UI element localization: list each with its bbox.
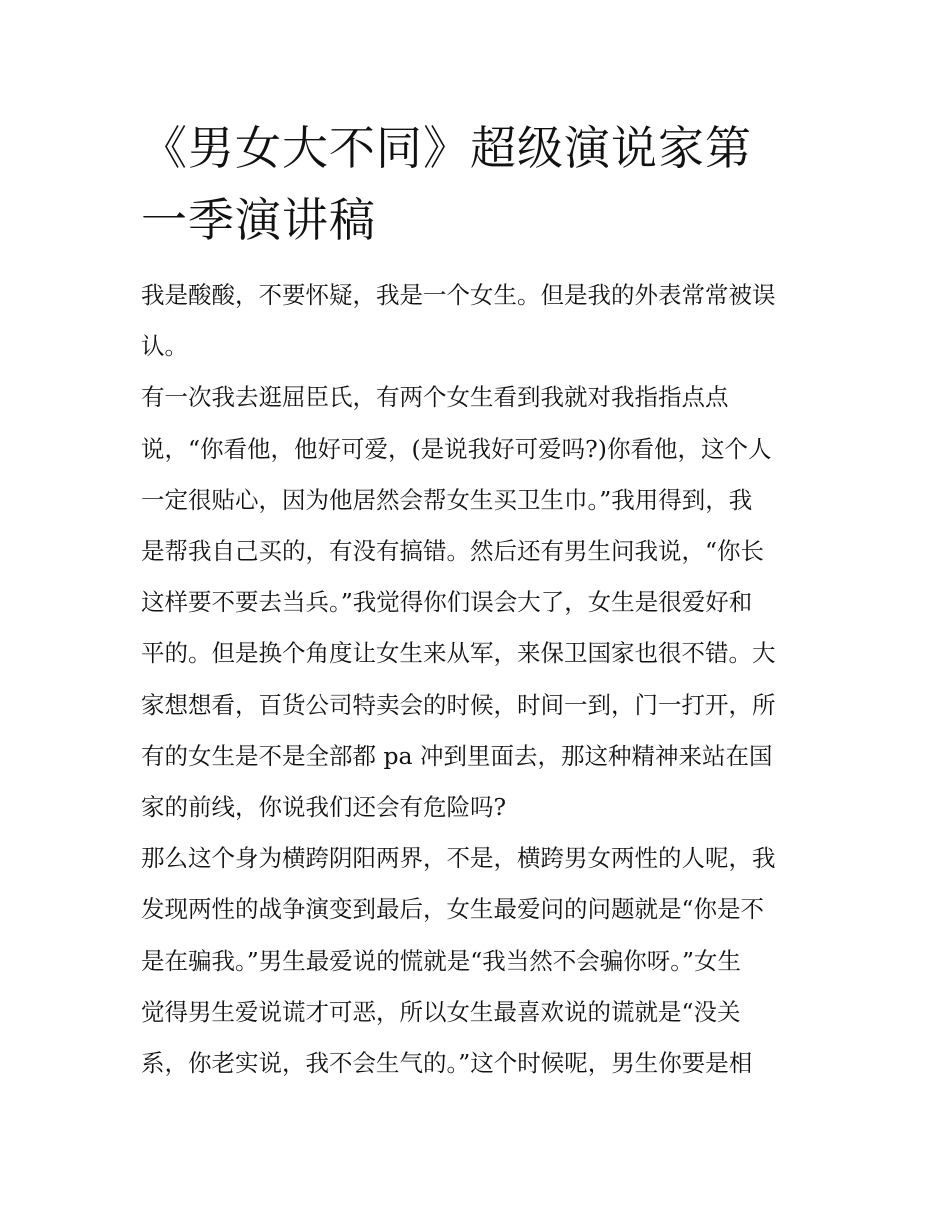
text-line: 觉得男生爱说谎才可恶，所以女生最喜欢说的谎就是“没关 (141, 997, 741, 1026)
text-line: 有的女生是不是全部都 pa 冲到里面去，那这种精神来站在国 (141, 741, 773, 770)
text-line: 认。 (141, 332, 188, 361)
text-line: 我是酸酸，不要怀疑，我是一个女生。但是我的外表常常被误 (141, 281, 776, 309)
document-title (141, 112, 813, 256)
paragraph-watsons-story (141, 372, 813, 833)
text-line: 家想想看，百货公司特卖会的时候，时间一到，门一打开，所 (141, 690, 776, 719)
text-line: 说，“你看他，他好可爱，(是说我好可爱吗?)你看他，这个人 (141, 434, 772, 463)
text-line: 平的。但是换个角度让女生来从军，来保卫国家也很不错。大 (141, 639, 776, 668)
text-line: 系，你老实说，我不会生气的。”这个时候呢，男生你要是相 (141, 1049, 753, 1078)
paragraph-gender-war (141, 833, 813, 1089)
title-line: 《男女大不同》超级演说家第 (141, 121, 752, 175)
text-line: 是在骗我。”男生最爱说的慌就是“我当然不会骗你呀。”女生 (141, 946, 742, 975)
paragraph-intro (141, 270, 813, 372)
document-content (141, 112, 813, 1089)
text-line: 是帮我自己买的，有没有搞错。然后还有男生问我说，“你长 (141, 537, 765, 566)
text-line: 发现两性的战争演变到最后，女生最爱问的问题就是“你是不 (141, 895, 765, 924)
title-line: 一季演讲稿 (141, 193, 376, 247)
text-line: 这样要不要去当兵。”我觉得你们误会大了，女生是很爱好和 (141, 588, 753, 617)
text-line: 有一次我去逛屈臣氏，有两个女生看到我就对我指指点点 (141, 383, 729, 412)
text-line: 家的前线，你说我们还会有危险吗? (141, 793, 507, 822)
text-line: 那么这个身为横跨阴阳两界，不是，横跨男女两性的人呢，我 (141, 844, 776, 873)
text-line: 一定很贴心，因为他居然会帮女生买卫生巾。”我用得到，我 (141, 485, 753, 514)
